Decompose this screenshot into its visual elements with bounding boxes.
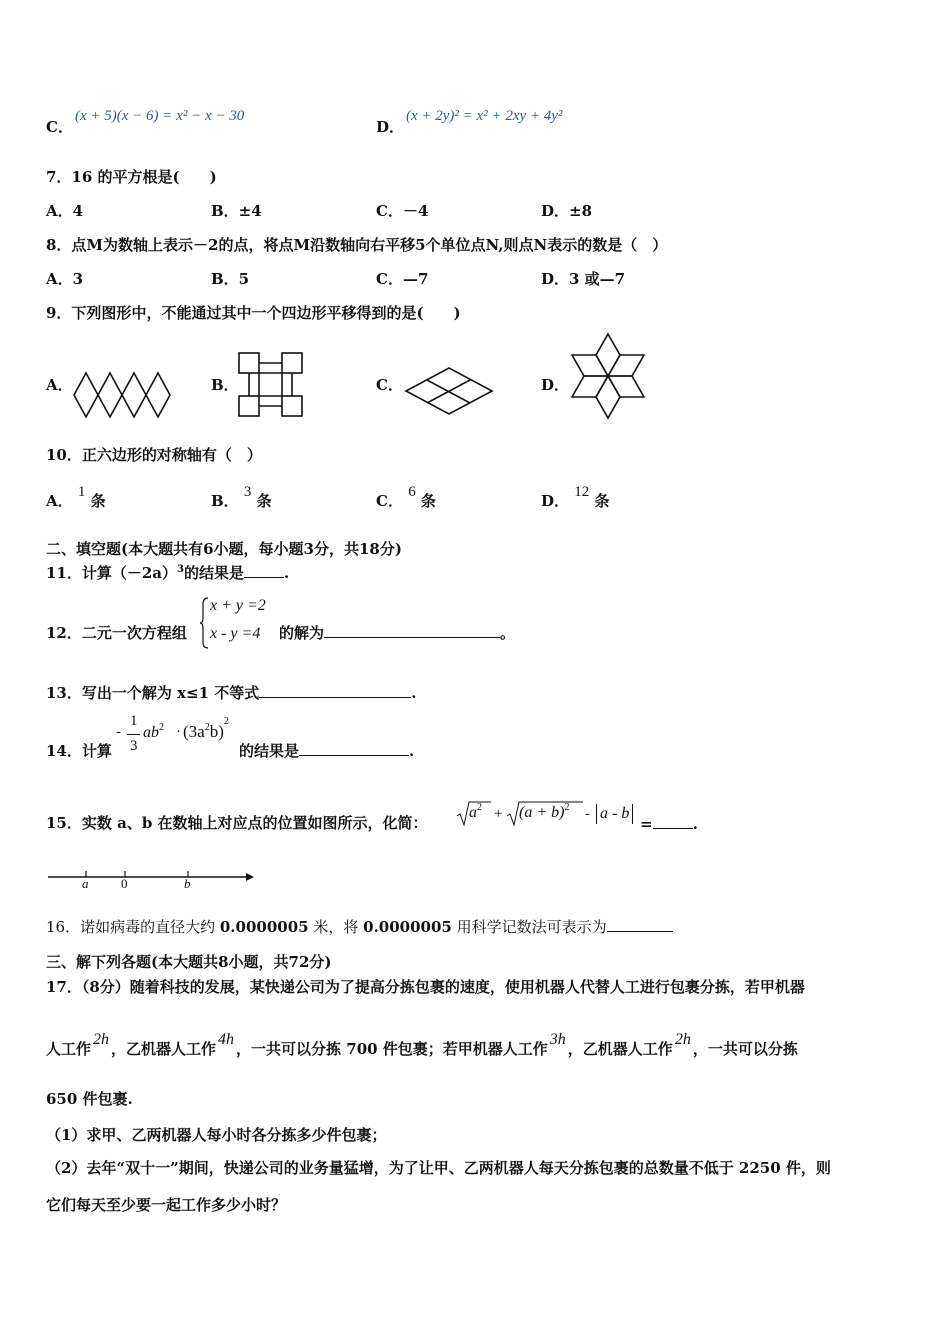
q15-eq: = xyxy=(640,815,653,833)
q14-term1 xyxy=(143,724,164,742)
q12-brace xyxy=(199,596,209,650)
q13-end: . xyxy=(411,684,417,702)
q17-hours-4: 2h xyxy=(674,1031,691,1048)
q9-figure-b xyxy=(236,350,306,422)
q17-sub-1: （1）求甲、乙两机器人每小时各分拣多少件包裹； xyxy=(46,1126,387,1144)
q15-radicand-1-exp: 2 xyxy=(477,802,482,813)
q8-option-a: A．3 xyxy=(46,270,84,288)
q14-outer-exp: 2 xyxy=(223,716,229,727)
q15-axis-label-a: a xyxy=(82,876,89,891)
q14-minus: - xyxy=(116,724,121,740)
q16-answer-blank[interactable] xyxy=(607,917,673,932)
q16 xyxy=(46,916,673,937)
q10-option-b-number: 3 xyxy=(243,484,252,500)
q12-pre: 12．二元一次方程组 xyxy=(46,624,187,642)
q14-term2 xyxy=(183,716,229,742)
q10-option-c-number: 6 xyxy=(408,484,416,500)
q10-option-d-number: 12 xyxy=(574,484,590,500)
q7-option-a: A．4 xyxy=(46,202,84,220)
q9-figure-a xyxy=(72,370,176,420)
q10-option-b-label: B． xyxy=(211,492,239,510)
q15-plus: + xyxy=(494,806,503,822)
q7-option-d: D．±8 xyxy=(541,202,593,220)
q17-sub-2b: 它们每天至少要一起工作多少小时？ xyxy=(46,1196,287,1214)
q12-equation-1: x + y =2 xyxy=(210,597,266,614)
q8-option-d: D．3 或—7 xyxy=(541,270,626,288)
q14-post xyxy=(239,740,414,761)
q17-line-1: 17．（8分）随着科技的发展，某快递公司为了提高分拣包裹的速度，使用机器人代替人工进行包裹分拣，若甲机器 xyxy=(46,978,805,996)
q10-option-a-number: 1 xyxy=(77,484,86,500)
q16-num-1: 0.0000005 xyxy=(219,918,309,936)
q12-equation-2: x - y =4 xyxy=(210,625,261,642)
q17-line-2 xyxy=(46,1031,798,1059)
q10-option-d-label: D． xyxy=(541,492,570,510)
section-2-heading: 二、填空题(本大题共有6小题，每小题3分，共18分) xyxy=(46,540,402,558)
q14-answer-blank[interactable] xyxy=(299,741,409,756)
q8-option-c: C．—7 xyxy=(376,270,429,288)
q9-option-c-label: C． xyxy=(376,376,403,394)
q10-option-c xyxy=(376,484,436,511)
q14-term2-tail: b) xyxy=(209,722,224,741)
q17-line-2-e: ，一共可以分拣 xyxy=(692,1040,798,1058)
q14-term1-base: ab xyxy=(143,724,159,741)
q14-dot: · xyxy=(176,724,181,740)
q17-line-2-a: 人工作 xyxy=(46,1040,92,1058)
q10-option-b-unit: 条 xyxy=(256,492,272,510)
q14-term2-head: (3a xyxy=(183,722,205,741)
q16-mid: 米，将 xyxy=(308,918,364,936)
q17-hours-2: 4h xyxy=(218,1031,235,1048)
q14-end: . xyxy=(409,742,415,760)
q14-frac-den: 3 xyxy=(130,738,138,754)
q15-radicand-1 xyxy=(469,804,482,822)
q10-option-a-unit: 条 xyxy=(90,492,106,510)
q15-radicand-2-exp: 2 xyxy=(564,802,570,813)
q17-line-3: 650 件包裹. xyxy=(46,1090,133,1108)
q10-stem: 10．正六边形的对称轴有（ ） xyxy=(46,446,262,464)
q14-post-text: 的结果是 xyxy=(239,742,300,760)
q11-post: 的结果是 xyxy=(184,564,245,582)
q12-end: 。 xyxy=(500,624,516,642)
q7-option-b: B．±4 xyxy=(211,202,262,220)
q10-option-c-unit: 条 xyxy=(420,492,436,510)
q10-option-c-label: C． xyxy=(376,492,403,510)
q10-option-a xyxy=(46,484,106,511)
q12-post xyxy=(279,622,515,643)
q11 xyxy=(46,562,289,583)
q10-option-d-unit: 条 xyxy=(594,492,610,510)
q13-text: 13．写出一个解为 x≤1 不等式 xyxy=(46,684,260,702)
q9-option-b-label: B． xyxy=(211,376,239,394)
q16-post: 用科学记数法可表示为 xyxy=(451,918,607,936)
q13-answer-blank[interactable] xyxy=(259,683,411,698)
q11-exponent: 3 xyxy=(177,564,184,575)
q16-pre: 16．诺如病毒的直径大约 xyxy=(46,918,220,936)
q15-radicand-2-base: (a + b) xyxy=(519,804,565,821)
q15-axis-label-0: 0 xyxy=(121,876,128,891)
q14-term2-exp: 2 xyxy=(204,722,210,733)
q15-abs: a - b xyxy=(596,804,633,824)
q10-option-d xyxy=(541,484,610,511)
q15-end: . xyxy=(692,815,698,833)
q6-option-c-label: C． xyxy=(46,118,73,136)
q12-post-text: 的解为 xyxy=(279,624,325,642)
q8-stem: 8．点M为数轴上表示－2的点，将点M沿数轴向右平移5个单位点N,则点N表示的数是（ ） xyxy=(46,236,668,254)
q11-pre: 11．计算（－2a） xyxy=(46,564,178,582)
q15-answer xyxy=(640,814,698,833)
q15-axis-arrow xyxy=(246,873,254,881)
q7-stem: 7．16 的平方根是( ) xyxy=(46,168,217,186)
q17-sub-2: （2）去年“双十一”期间，快递公司的业务量猛增，为了让甲、乙两机器人每天分拣包裹的总数量不低于 2250 件，则 xyxy=(46,1159,831,1177)
q17-hours-1: 2h xyxy=(93,1031,110,1048)
q10-option-a-label: A． xyxy=(46,492,73,510)
q15-axis-label-b: b xyxy=(184,876,191,891)
section-3-heading: 三、解下列各题(本大题共8小题，共72分) xyxy=(46,953,332,971)
q17-line-2-c: ，一共可以分拣 700 件包裹；若甲机器人工作 xyxy=(236,1040,548,1058)
q15-minus: - xyxy=(585,806,590,822)
q14-frac-bar xyxy=(127,734,140,735)
q14-frac-num: 1 xyxy=(130,713,138,729)
q11-end: . xyxy=(284,564,290,582)
q16-num-2: 0.0000005 xyxy=(363,918,452,936)
q9-figure-d xyxy=(566,332,650,422)
q17-line-2-b: ，乙机器人工作 xyxy=(111,1040,217,1058)
q15-pre: 15．实数 a、b 在数轴上对应点的位置如图所示，化简： xyxy=(46,814,428,832)
q6-option-d-expression: (x + 2y)² = x² + 2xy + 4y² xyxy=(406,108,563,124)
q17-hours-3: 3h xyxy=(549,1031,566,1048)
q14-term1-exp: 2 xyxy=(159,722,164,733)
q6-option-d-label: D． xyxy=(376,118,405,136)
q15-answer-blank[interactable] xyxy=(653,814,693,829)
q9-stem: 9．下列图形中，不能通过其中一个四边形平移得到的是( ) xyxy=(46,304,461,322)
q15-radicand-2 xyxy=(519,804,569,822)
q9-option-d-label: D． xyxy=(541,376,570,394)
q6-option-c-expression: (x + 5)(x − 6) = x² − x − 30 xyxy=(75,108,245,124)
q9-figure-c xyxy=(402,365,496,417)
q14-pre: 14．计算 xyxy=(46,742,112,760)
q11-answer-blank[interactable] xyxy=(244,563,284,578)
q9-option-a-label: A． xyxy=(46,376,73,394)
q13 xyxy=(46,682,417,703)
q15-radicand-1-base: a xyxy=(469,804,477,821)
q17-line-2-d: ，乙机器人工作 xyxy=(567,1040,673,1058)
q15-number-line xyxy=(46,862,260,896)
q8-option-b: B．5 xyxy=(211,270,250,288)
q10-option-b xyxy=(211,484,272,511)
q12-answer-blank[interactable] xyxy=(324,623,500,638)
q7-option-c: C．－4 xyxy=(376,202,429,220)
